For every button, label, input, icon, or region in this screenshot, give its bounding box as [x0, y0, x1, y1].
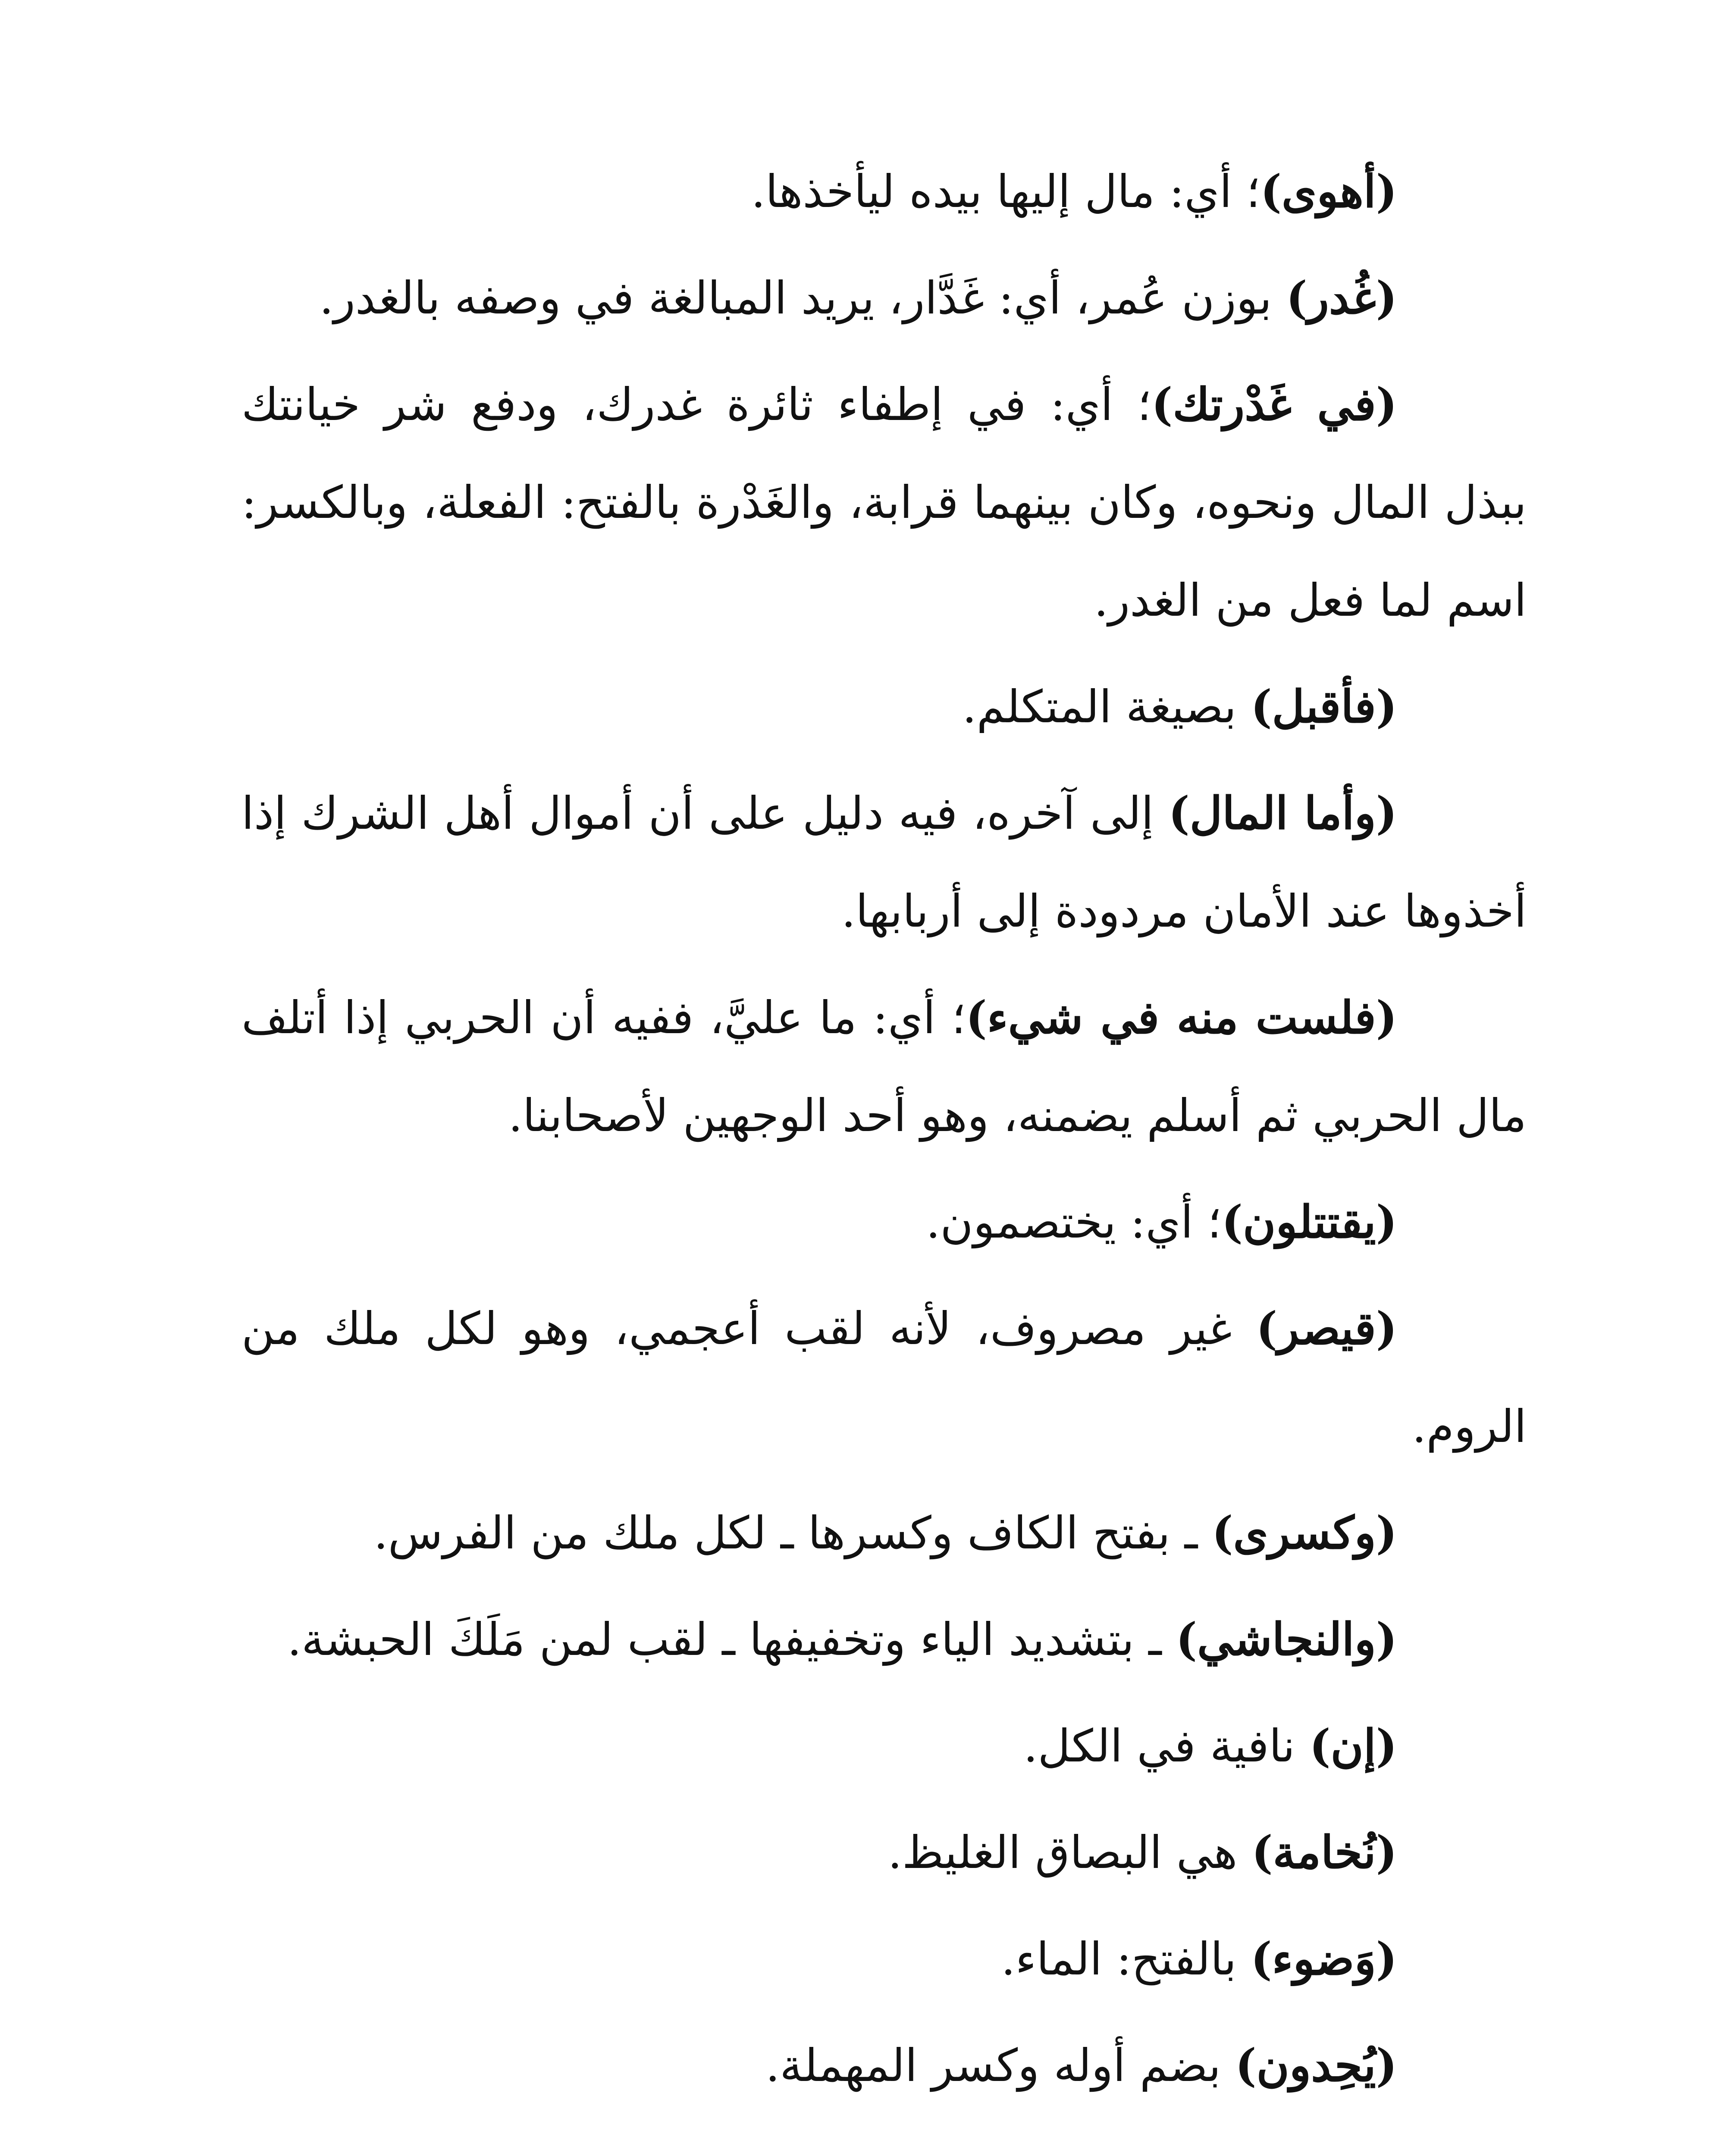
entry-text: هي البصاق الغليظ. — [887, 1826, 1252, 1879]
entry-term: (فأقبل) — [1251, 680, 1397, 733]
entry-text: إلى آخره، فيه دليل على أن أموال أهل الشرك إذا أخذوها عند الأمان مردودة إلى أربابها. — [241, 787, 1527, 937]
entry — [241, 355, 1527, 649]
entry-text: بضم أوله وكسر المهملة. — [765, 2039, 1235, 2092]
entry — [241, 1173, 1527, 1271]
entry — [241, 1279, 1527, 1476]
entry-text: ؛ أي: في إطفاء ثائرة غدرك، ودفع شر خيانتك ببذل المال ونحوه، وكان بينهما قرابة، والغَدْرة بالفتح: الفعلة، وبالكسر: اسم لما فعل من الغدر. — [241, 378, 1527, 627]
entry-text: ؛ أي: يختصمون. — [926, 1196, 1222, 1248]
entry — [241, 1803, 1527, 1902]
entry-term: (يُحِدون) — [1235, 2039, 1397, 2092]
entry-text: غير مصروف، لأنه لقب أعجمي، وهو لكل ملك من الروم. — [241, 1302, 1527, 1453]
entry-text: بصيغة المتكلم. — [962, 680, 1251, 733]
entry — [241, 1910, 1527, 2008]
entry-text: ـ بتشديد الياء وتخفيفها ـ لقب لمن مَلَكَ الحبشة. — [287, 1613, 1176, 1666]
entry-term: (وكسرى) — [1212, 1506, 1397, 1559]
entry — [241, 1697, 1527, 1795]
entry — [241, 658, 1527, 756]
entry-text: ـ بفتح الكاف وكسرها ـ لكل ملك من الفرس. — [373, 1507, 1212, 1559]
entry-text: بوزن عُمر، أي: غَدَّار، يريد المبالغة في وصفه بالغدر. — [319, 272, 1286, 324]
entry — [241, 764, 1527, 960]
commentary-text-block — [241, 142, 1527, 2123]
entry-text: ؛ أي: مال إليها بيده ليأخذها. — [751, 165, 1261, 218]
entry-term: (يقتتلون) — [1221, 1195, 1397, 1248]
entry — [241, 2016, 1527, 2115]
entry-term: (والنجاشي) — [1176, 1613, 1397, 1666]
entry-term: (وَضوء) — [1251, 1932, 1397, 1985]
entry-term: (في غَدْرتك) — [1151, 378, 1397, 431]
entry-term: (فلست منه في شيء) — [966, 991, 1397, 1044]
entry-term: (أهوى) — [1260, 165, 1397, 218]
entry — [241, 968, 1527, 1165]
entry-term: (إن) — [1309, 1719, 1397, 1772]
entry-term: (نُخامة) — [1251, 1826, 1397, 1879]
entry — [241, 1484, 1527, 1582]
entry — [241, 249, 1527, 347]
entry-text: ؛ أي: ما عليَّ، ففيه أن الحربي إذا أتلف مال الحربي ثم أسلم يضمنه، وهو أحد الوجهين لأصحابنا. — [241, 991, 1527, 1142]
entry-term: (غُدر) — [1286, 271, 1397, 324]
entry-term: (قيصر) — [1256, 1302, 1397, 1355]
entry-text: نافية في الكل. — [1023, 1720, 1310, 1772]
entry — [241, 142, 1527, 241]
entry-term: (وأما المال) — [1168, 787, 1397, 840]
entry — [241, 1590, 1527, 1689]
entry-text: بالفتح: الماء. — [1001, 1933, 1251, 1985]
